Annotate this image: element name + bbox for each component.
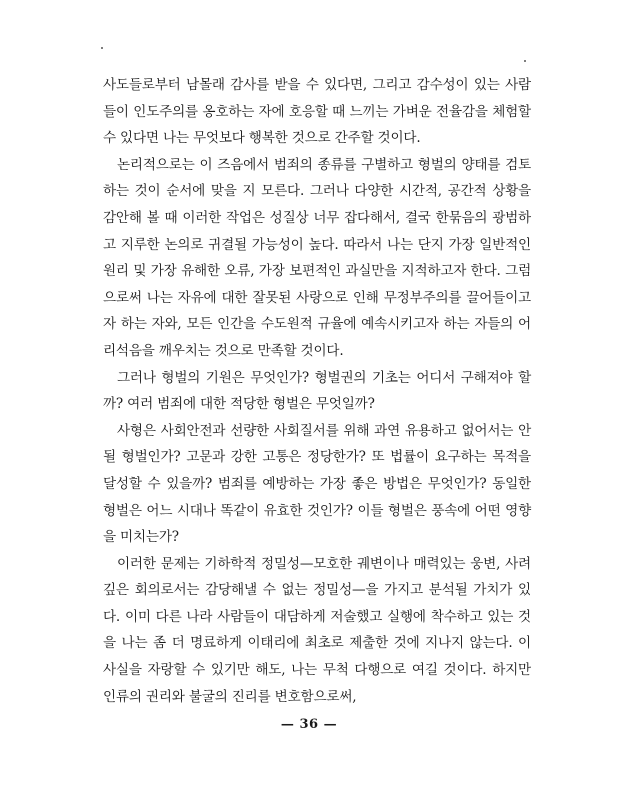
page-number: — 36 — [280,717,338,732]
paragraph-geometric-precision: 이러한 문제는 기하학적 정밀성—모호한 궤변이나 매력있는 웅변, 사려깊은 회의로서는 감당해낼 수 없는 정밀성—을 가지고 분석될 가치가 있다. 이미 다른 나라 사람들이 대담하게 저술했고 실행에 착수하고 있는 것을 나는 좀 더 명료하게 이태리에 최초로 제출한 것에 지나지 않는다. 이 사실을 자랑할 수 있기만 해도, 나는 무척 다행으로 여길 것이다. 하지만 인류의 권리와 불굴의 진리를 변호함으로써, [103,555,531,705]
paragraph-continuation: 사도들로부터 남몰래 감사를 받을 수 있다면, 그리고 감수성이 있는 사람들이 인도주의를 옹호하는 자에 호응할 때 느끼는 가벼운 전율감을 체험할 수 있다면 나는 무엇보다 행복한 것으로 간주할 것이다. [103,77,531,147]
paragraph-death-penalty: 사형은 사회안전과 선량한 사회질서를 위해 과연 유용하고 없어서는 안될 형벌인가? 고문과 강한 고통은 정당한가? 또 법률이 요구하는 목적을 달성할 수 있을까? 범죄를 예방하는 가장 좋은 방법은 무엇인가? 동일한 형벌은 어느 시대나 똑같이 유효한 것인가? 이들 형벌은 풍속에 어떤 영향을 미치는가? [103,422,531,546]
body-text [103,72,531,710]
scan-speck [524,60,526,62]
scan-speck [101,47,103,49]
paragraph-logic: 논리적으로는 이 즈음에서 범죄의 종류를 구별하고 형벌의 양태를 검토하는 것이 순서에 맞을 지 모른다. 그러나 다양한 시간적, 공간적 상황을 감안해 볼 때 이러한 작업은 성질상 너무 잡다해서, 결국 한묶음의 광범하고 지루한 논의로 귀결될 가능성이 높다. 따라서 나는 단지 가장 일반적인 원리 및 가장 유해한 오류, 가장 보편적인 과실만을 지적하고자 한다. 그럼으로써 나는 자유에 대한 잘못된 사랑으로 인해 무정부주의를 끌어들이고자 하는 자와, 모든 인간을 수도원적 규율에 예속시키고자 하는 자들의 어리석음을 깨우치는 것으로 만족할 것이다. [103,156,531,359]
paragraph-origin-question: 그러나 형벌의 기원은 무엇인가? 형벌권의 기초는 어디서 구해져야 할까? 여러 범죄에 대한 적당한 형벌은 무엇일까? [103,369,531,413]
